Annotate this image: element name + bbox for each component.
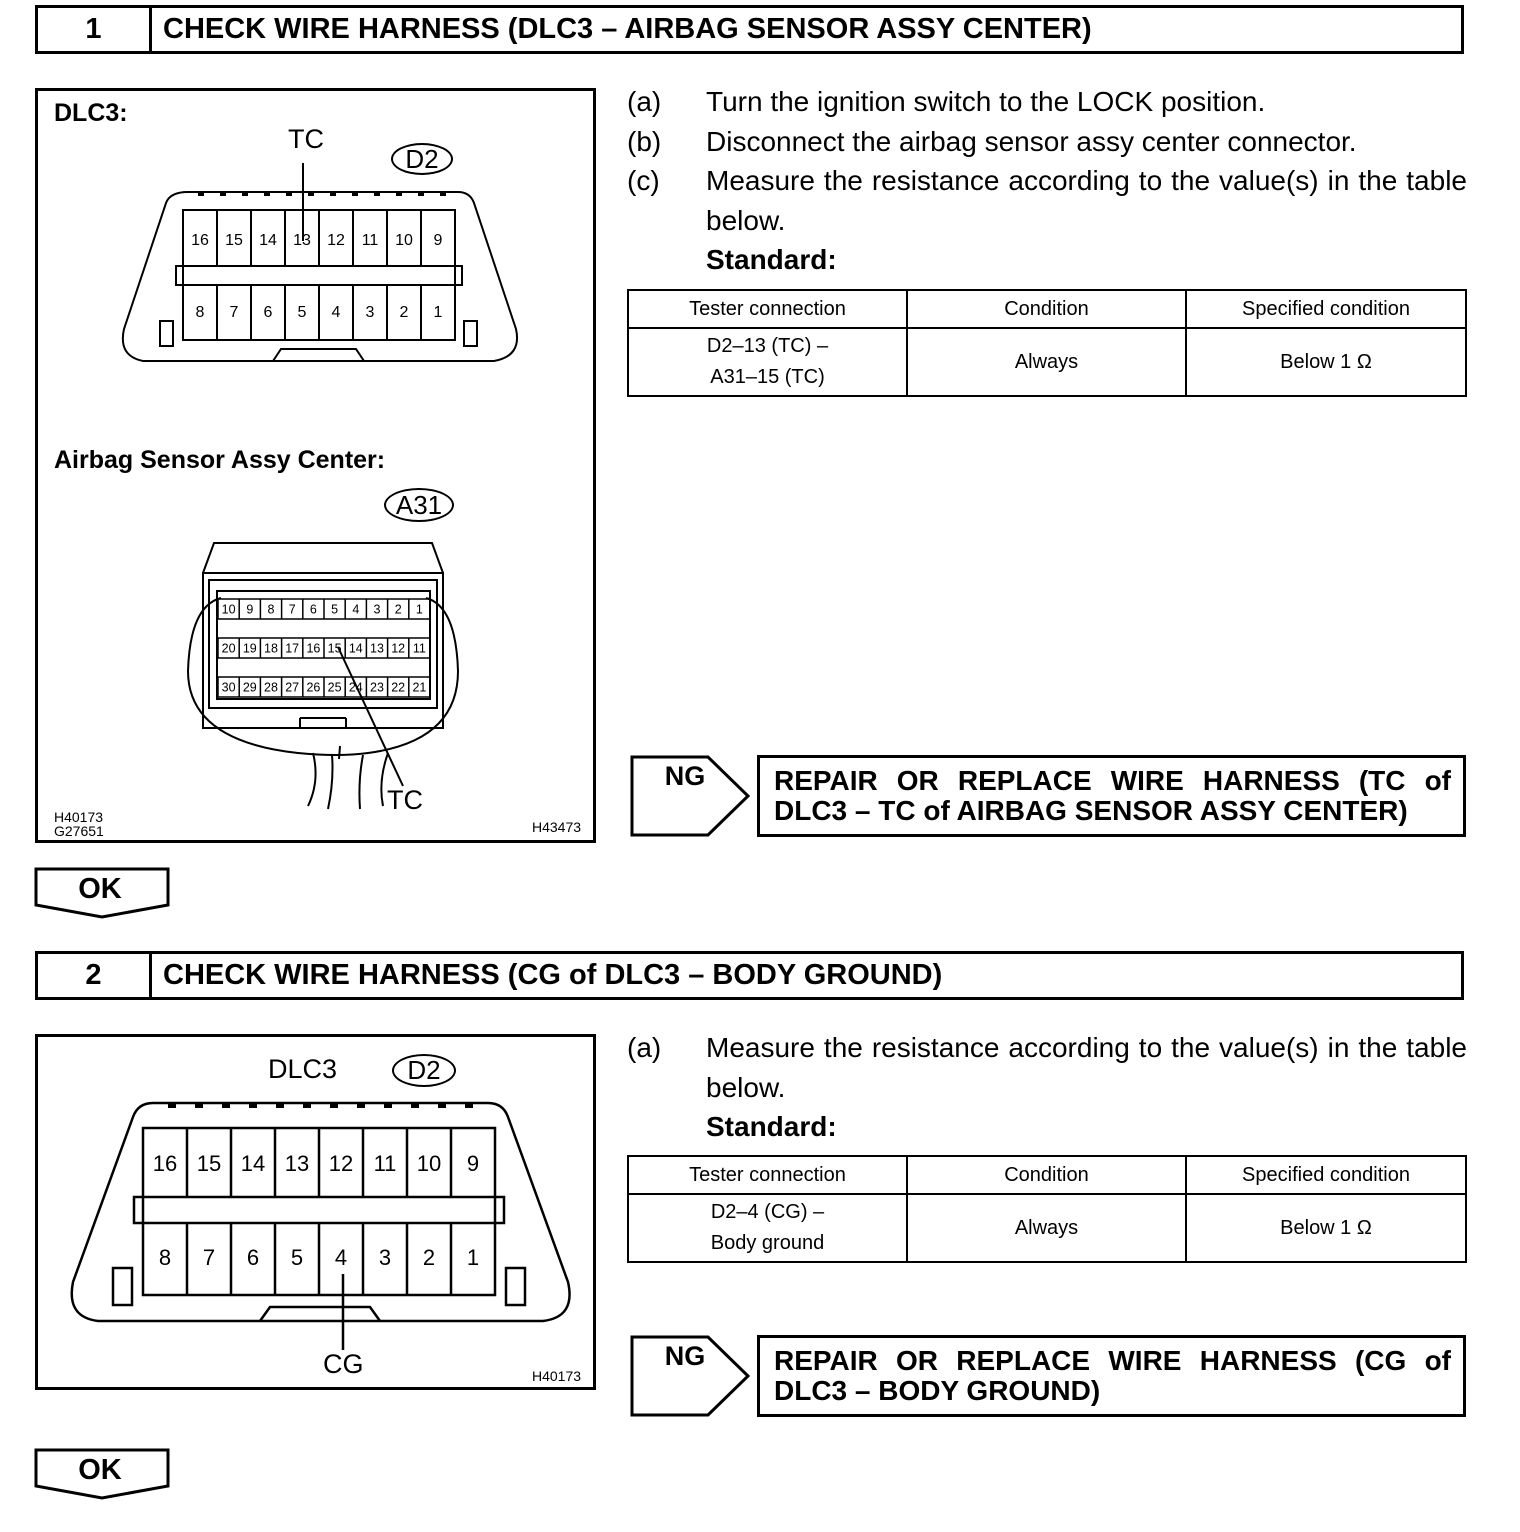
condition-cell: Always (907, 1194, 1186, 1262)
tc-label-bottom: TC (387, 785, 423, 815)
a31-pin-label: 19 (242, 641, 257, 656)
dlc3-pin-label: 7 (202, 1244, 216, 1270)
tester-line-2: A31–15 (TC) (710, 366, 825, 388)
specified-cell: Below 1 Ω (1186, 328, 1466, 396)
dlc3-pin-label: 1 (433, 304, 443, 322)
table-header: Condition (907, 1156, 1186, 1194)
tester-line-2: Body ground (710, 1232, 825, 1254)
a31-pin-label: 12 (391, 641, 406, 656)
dlc3-pin-label: 14 (259, 232, 277, 250)
housing-notch (384, 1103, 392, 1108)
a31-pin-label: 6 (309, 602, 317, 617)
table-header-row (628, 290, 1466, 328)
housing-notch (308, 192, 314, 196)
tc-label-top: TC (288, 124, 324, 154)
step2-figure (35, 1034, 596, 1390)
dlc3-pin-label: 13 (284, 1150, 310, 1176)
a31-pin-label: 22 (391, 680, 406, 695)
dlc3-label: DLC3: (54, 99, 128, 127)
dlc3-pin-label: 1 (466, 1244, 480, 1270)
dlc3-label-2: DLC3 (268, 1054, 338, 1084)
instruction-text: Measure the resistance according to the value(s) in the table below. (706, 1032, 1467, 1103)
dlc3-pin-label: 2 (422, 1244, 436, 1270)
condition-cell: Always (907, 328, 1186, 396)
housing-notch (411, 1103, 419, 1108)
dlc3-pin-label: 16 (191, 232, 209, 250)
specified-cell: Below 1 Ω (1186, 1194, 1466, 1262)
ng-action-text: REPAIR OR REPLACE WIRE HARNESS (CG of DLC3 – BODY GROUND) (757, 1335, 1466, 1417)
a31-pin-label: 17 (285, 641, 300, 656)
table-header: Tester connection (628, 290, 907, 328)
housing-notch (168, 1103, 176, 1108)
a31-pin-label: 25 (327, 680, 342, 695)
a31-pin-label: 10 (221, 602, 236, 617)
housing-notch (222, 1103, 230, 1108)
instruction-item (627, 122, 1467, 162)
a31-pin-label: 20 (221, 641, 236, 656)
a31-pin-label: 29 (242, 680, 257, 695)
tester-connection-cell (628, 1194, 907, 1262)
dlc3-pin-label: 4 (334, 1244, 348, 1270)
a31-pin-label: 2 (394, 602, 402, 617)
dlc3-pin-label: 9 (433, 232, 443, 250)
dlc3-pin-label: 10 (395, 232, 413, 250)
instruction-text: Turn the ignition switch to the LOCK position. (706, 86, 1266, 117)
step1-instructions (627, 82, 1467, 280)
tester-connection-cell (628, 328, 907, 396)
a31-pin-label: 30 (221, 680, 236, 695)
step2-ok-result (34, 1448, 172, 1502)
table-row (628, 1194, 1466, 1262)
a31-pin-label: 28 (264, 680, 278, 695)
a31-pin-label: 1 (415, 602, 423, 617)
connector-d2-badge: D2 (391, 143, 453, 175)
dlc3-pin-label: 3 (365, 304, 375, 322)
instruction-label: (a) (627, 1032, 662, 1063)
dlc3-pin-label: 6 (263, 304, 273, 322)
dlc3-pin-label: 9 (466, 1150, 480, 1176)
a31-pin-label: 8 (267, 602, 275, 617)
table-header: Tester connection (628, 1156, 907, 1194)
standard-label: Standard: (706, 1111, 837, 1142)
a31-pin-label: 9 (246, 602, 254, 617)
step2-header (35, 951, 1464, 1000)
housing-notch (249, 1103, 257, 1108)
a31-pin-label: 14 (348, 641, 363, 656)
dlc3-pin-label: 11 (361, 232, 379, 250)
instruction-item (627, 1028, 1467, 1107)
step1-figure (35, 88, 596, 843)
step2-spec-table (627, 1155, 1467, 1263)
a31-pin-label: 24 (348, 680, 363, 695)
dlc3-pin-label: 3 (378, 1244, 392, 1270)
step2-ng-result (630, 1335, 1466, 1417)
dlc3-pin-label: 8 (195, 304, 205, 322)
step1-header (35, 5, 1464, 54)
a31-pin-label: 13 (370, 641, 384, 656)
step1-number: 1 (38, 8, 152, 51)
housing-notch (303, 1103, 311, 1108)
dlc3-pin-label: 8 (158, 1244, 172, 1270)
ok-label: OK (78, 873, 122, 905)
a31-pin-label: 16 (306, 641, 321, 656)
tester-line-1: D2–13 (TC) – (706, 335, 829, 357)
housing-notch (465, 1103, 473, 1108)
a31-pin-label: 26 (306, 680, 321, 695)
step1-title: CHECK WIRE HARNESS (DLC3 – AIRBAG SENSOR ASSY CENTER) (163, 13, 1092, 45)
standard-label: Standard: (706, 244, 837, 275)
housing-notch (242, 192, 248, 196)
instruction-item (627, 161, 1467, 240)
table-row (628, 328, 1466, 396)
housing-notch (374, 192, 380, 196)
a31-pin-label: 7 (288, 602, 296, 617)
a31-pin-label: 21 (412, 680, 427, 695)
housing-notch (198, 192, 204, 196)
figure-code: H40173 (532, 1368, 582, 1384)
dlc3-pin-label: 6 (246, 1244, 260, 1270)
housing-notch (195, 1103, 203, 1108)
housing-notch (396, 192, 402, 196)
a31-pin-label: 11 (412, 641, 426, 656)
instruction-text: Measure the resistance according to the value(s) in the table below. (706, 165, 1467, 236)
housing-notch (286, 192, 292, 196)
a31-pin-label: 3 (373, 602, 381, 617)
a31-pin-label: 18 (264, 641, 278, 656)
dlc3-pin-label: 15 (225, 232, 243, 250)
step2-instructions (627, 1028, 1467, 1147)
dlc3-pin-label: 13 (293, 232, 311, 250)
table-header: Condition (907, 290, 1186, 328)
housing-notch (276, 1103, 284, 1108)
table-header-row (628, 1156, 1466, 1194)
step2-number: 2 (38, 954, 152, 997)
dlc3-pin-label: 11 (373, 1150, 397, 1176)
dlc3-pin-label: 5 (297, 304, 307, 322)
instruction-text: Disconnect the airbag sensor assy center connector. (706, 125, 1357, 157)
housing-notch (220, 192, 226, 196)
housing-notch (438, 1103, 446, 1108)
dlc3-pin-label: 15 (196, 1150, 222, 1176)
housing-notch (357, 1103, 365, 1108)
dlc3-pin-label: 12 (328, 1150, 354, 1176)
a31-pin-label: 15 (327, 641, 342, 656)
table-header: Specified condition (1186, 1156, 1466, 1194)
step2-connector-diagram (38, 1037, 599, 1393)
dlc3-pin-label: 7 (229, 304, 239, 322)
step1-ok-result (34, 867, 172, 921)
step1-ng-result (630, 755, 1466, 837)
a31-pin-label: 23 (370, 680, 384, 695)
instruction-label: (a) (627, 86, 662, 117)
dlc3-pin-label: 5 (290, 1244, 304, 1270)
step1-spec-table (627, 289, 1467, 397)
housing-notch (440, 192, 446, 196)
cg-label: CG (323, 1349, 364, 1379)
a31-pin-label: 4 (352, 602, 360, 617)
ng-action-text: REPAIR OR REPLACE WIRE HARNESS (TC of DLC3 – TC of AIRBAG SENSOR ASSY CENTER) (757, 755, 1466, 837)
instruction-label: (b) (627, 125, 662, 157)
housing-notch (264, 192, 270, 196)
dlc3-pin-label: 4 (331, 304, 341, 322)
instruction-label: (c) (627, 165, 660, 196)
figure-code-2: G27651 (54, 823, 104, 839)
table-header: Specified condition (1186, 290, 1466, 328)
housing-notch (330, 1103, 338, 1108)
ng-label: NG (664, 1341, 706, 1371)
connector-a31-badge: A31 (384, 488, 454, 522)
figure-code-3: H43473 (532, 819, 582, 835)
tester-line-1: D2–4 (CG) – (710, 1201, 825, 1223)
dlc3-pin-label: 12 (327, 232, 345, 250)
dlc3-pin-label: 2 (399, 304, 409, 322)
airbag-sensor-label: Airbag Sensor Assy Center: (54, 446, 386, 474)
instruction-item (627, 82, 1467, 122)
a31-pin-label: 27 (285, 680, 300, 695)
housing-notch (418, 192, 424, 196)
ok-label: OK (78, 1454, 122, 1486)
figure-code-1: H40173 (54, 809, 104, 825)
step2-title: CHECK WIRE HARNESS (CG of DLC3 – BODY GROUND) (163, 959, 943, 991)
connector-d2-badge: D2 (392, 1054, 456, 1087)
ng-label: NG (664, 761, 706, 791)
housing-notch (330, 192, 336, 196)
housing-notch (352, 192, 358, 196)
dlc3-pin-label: 14 (240, 1150, 266, 1176)
dlc3-pin-label: 16 (152, 1150, 178, 1176)
a31-pin-label: 5 (331, 602, 339, 617)
dlc3-pin-label: 10 (416, 1150, 442, 1176)
